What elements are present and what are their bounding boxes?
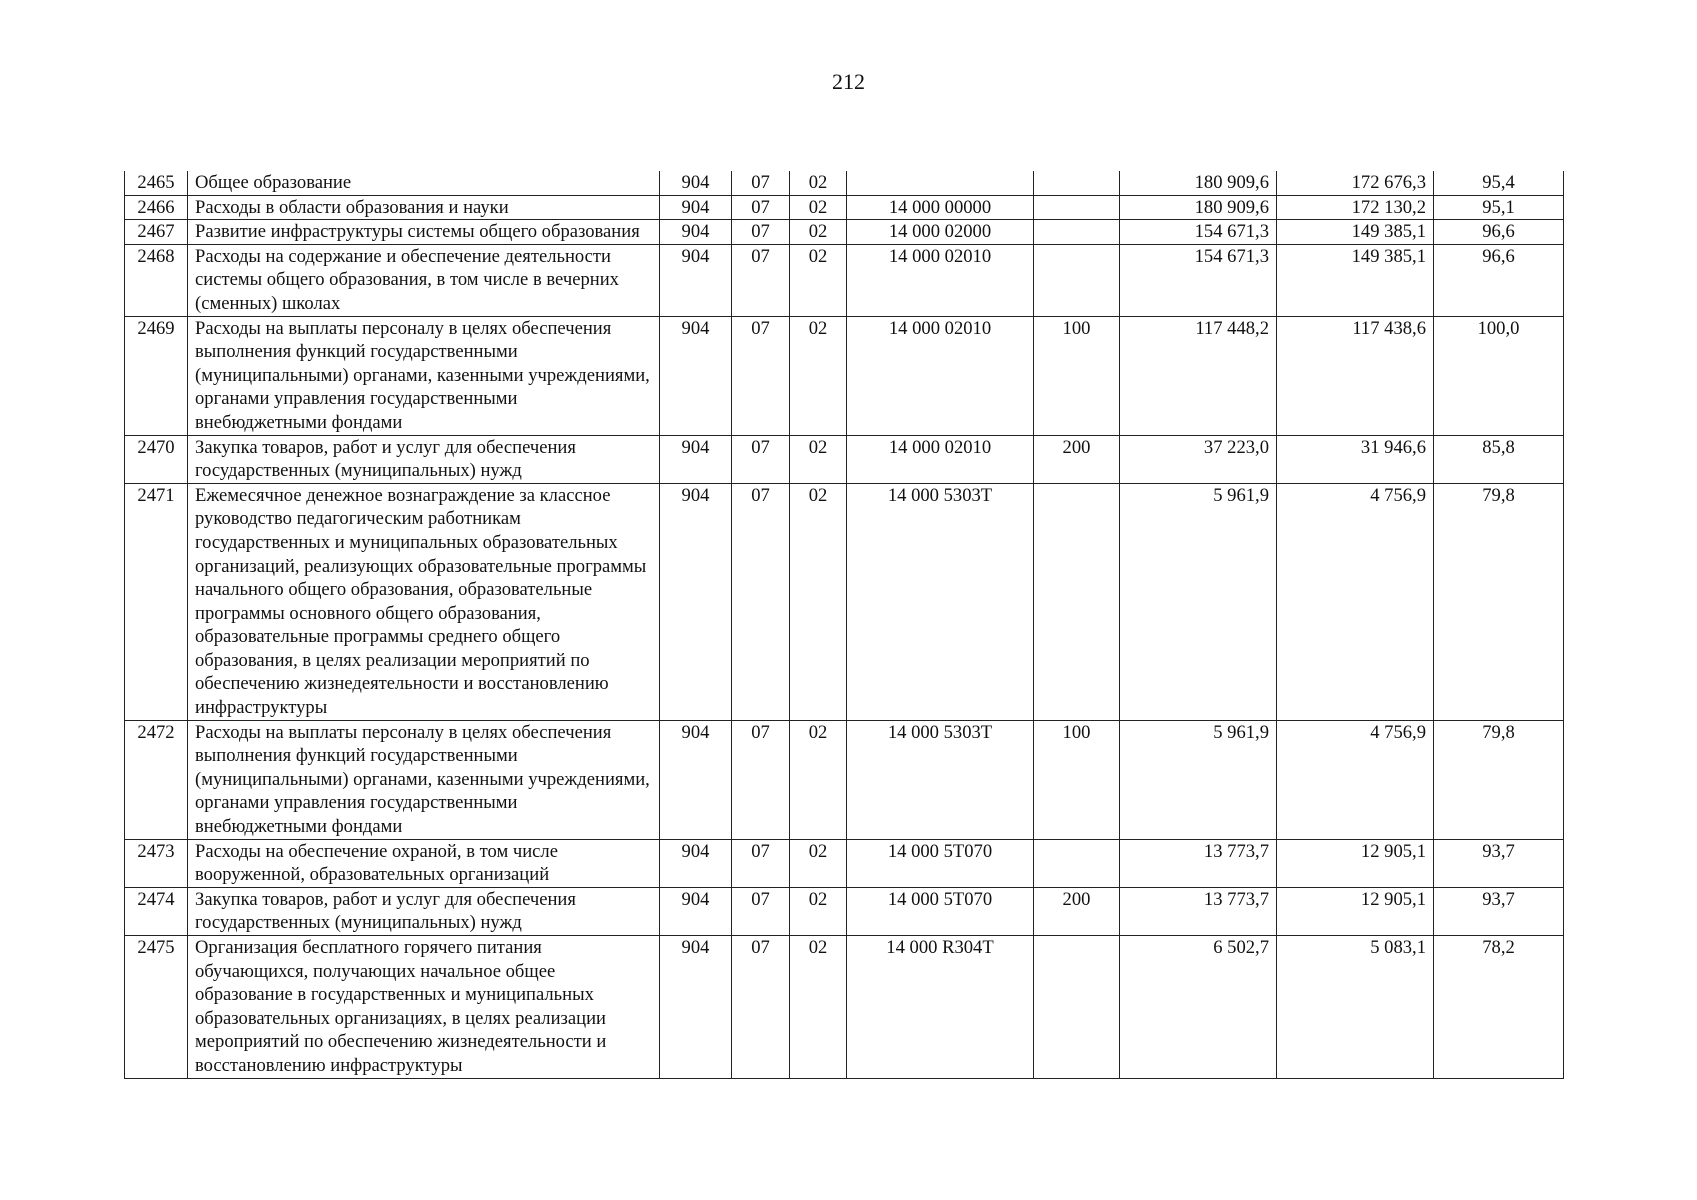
row-pr: 02 [790,887,847,935]
row-plan: 13 773,7 [1120,839,1277,887]
row-percent: 96,6 [1434,244,1564,316]
table-row [125,887,1564,935]
row-number: 2472 [125,720,188,839]
table-row [125,720,1564,839]
row-ved: 904 [660,887,732,935]
row-csr: 14 000 02000 [847,220,1034,245]
row-name: Закупка товаров, работ и услуг для обеспечения государственных (муниципальных) нужд [188,887,660,935]
table-row [125,936,1564,1079]
row-number: 2475 [125,936,188,1079]
row-vr [1034,220,1120,245]
row-name: Закупка товаров, работ и услуг для обеспечения государственных (муниципальных) нужд [188,435,660,483]
row-csr: 14 000 02010 [847,435,1034,483]
row-pr: 02 [790,435,847,483]
row-ved: 904 [660,220,732,245]
table-row [125,316,1564,435]
row-fact: 12 905,1 [1277,839,1434,887]
row-rz: 07 [732,195,790,220]
row-percent: 79,8 [1434,720,1564,839]
row-vr [1034,244,1120,316]
row-name: Ежемесячное денежное вознаграждение за классное руководство педагогическим работникам государственных и муниципальных образовательных организаций, реализующих образовательные программы начального общего образования, образовательные программы основного общего образования, образовательные программы среднего общего образования, в целях реализации мероприятий по обеспечению жизнедеятельности и восстановлению инфраструктуры [188,483,660,720]
row-pr: 02 [790,316,847,435]
row-number: 2473 [125,839,188,887]
row-plan: 180 909,6 [1120,171,1277,195]
row-rz: 07 [732,220,790,245]
row-vr [1034,936,1120,1079]
row-vr [1034,483,1120,720]
row-number: 2474 [125,887,188,935]
row-percent: 79,8 [1434,483,1564,720]
row-rz: 07 [732,887,790,935]
row-csr: 14 000 5Т070 [847,887,1034,935]
row-pr: 02 [790,720,847,839]
row-csr: 14 000 5Т070 [847,839,1034,887]
row-fact: 5 083,1 [1277,936,1434,1079]
row-number: 2470 [125,435,188,483]
row-pr: 02 [790,936,847,1079]
row-plan: 5 961,9 [1120,483,1277,720]
row-rz: 07 [732,483,790,720]
row-fact: 4 756,9 [1277,483,1434,720]
row-fact: 172 676,3 [1277,171,1434,195]
table-row [125,435,1564,483]
row-fact: 12 905,1 [1277,887,1434,935]
row-rz: 07 [732,839,790,887]
row-rz: 07 [732,720,790,839]
row-plan: 37 223,0 [1120,435,1277,483]
row-rz: 07 [732,936,790,1079]
row-name: Расходы на выплаты персоналу в целях обеспечения выполнения функций государственными (муниципальными) органами, казенными учреждениями, органами управления государственными внебюджетными фондами [188,316,660,435]
row-name: Расходы на содержание и обеспечение деятельности системы общего образования, в том числе в вечерних (сменных) школах [188,244,660,316]
row-name: Расходы на выплаты персоналу в целях обеспечения выполнения функций государственными (муниципальными) органами, казенными учреждениями, органами управления государственными внебюджетными фондами [188,720,660,839]
table-row [125,839,1564,887]
row-percent: 93,7 [1434,887,1564,935]
row-pr: 02 [790,839,847,887]
row-plan: 117 448,2 [1120,316,1277,435]
row-number: 2469 [125,316,188,435]
page-number: 212 [832,69,865,94]
row-vr [1034,839,1120,887]
table-row [125,244,1564,316]
row-percent: 95,1 [1434,195,1564,220]
row-rz: 07 [732,316,790,435]
row-csr [847,171,1034,195]
row-csr: 14 000 5303Т [847,483,1034,720]
row-ved: 904 [660,316,732,435]
row-vr: 200 [1034,887,1120,935]
row-fact: 4 756,9 [1277,720,1434,839]
row-plan: 180 909,6 [1120,195,1277,220]
row-csr: 14 000 5303Т [847,720,1034,839]
row-number: 2468 [125,244,188,316]
row-name: Общее образование [188,171,660,195]
row-ved: 904 [660,936,732,1079]
row-number: 2466 [125,195,188,220]
row-ved: 904 [660,195,732,220]
row-percent: 95,4 [1434,171,1564,195]
row-plan: 13 773,7 [1120,887,1277,935]
row-number: 2471 [125,483,188,720]
table-row [125,220,1564,245]
row-percent: 78,2 [1434,936,1564,1079]
row-ved: 904 [660,171,732,195]
row-name: Организация бесплатного горячего питания обучающихся, получающих начальное общее образование в государственных и муниципальных образовательных организациях, в целях реализации мероприятий по обеспечению жизнедеятельности и восстановлению инфраструктуры [188,936,660,1079]
row-csr: 14 000 02010 [847,244,1034,316]
row-name: Развитие инфраструктуры системы общего образования [188,220,660,245]
row-fact: 149 385,1 [1277,244,1434,316]
row-percent: 100,0 [1434,316,1564,435]
row-name: Расходы на обеспечение охраной, в том числе вооруженной, образовательных организаций [188,839,660,887]
row-fact: 172 130,2 [1277,195,1434,220]
row-vr [1034,195,1120,220]
table-row [125,171,1564,195]
row-number: 2467 [125,220,188,245]
row-vr: 100 [1034,316,1120,435]
row-rz: 07 [732,171,790,195]
row-plan: 154 671,3 [1120,220,1277,245]
row-pr: 02 [790,244,847,316]
budget-table [124,171,1564,1079]
row-rz: 07 [732,244,790,316]
row-percent: 85,8 [1434,435,1564,483]
row-csr: 14 000 00000 [847,195,1034,220]
row-pr: 02 [790,195,847,220]
row-vr: 100 [1034,720,1120,839]
row-csr: 14 000 R304Т [847,936,1034,1079]
row-name: Расходы в области образования и науки [188,195,660,220]
row-pr: 02 [790,171,847,195]
row-fact: 117 438,6 [1277,316,1434,435]
row-plan: 154 671,3 [1120,244,1277,316]
row-ved: 904 [660,720,732,839]
table-row [125,195,1564,220]
table-row [125,483,1564,720]
row-rz: 07 [732,435,790,483]
row-ved: 904 [660,483,732,720]
row-fact: 149 385,1 [1277,220,1434,245]
row-plan: 5 961,9 [1120,720,1277,839]
row-plan: 6 502,7 [1120,936,1277,1079]
row-ved: 904 [660,839,732,887]
row-vr [1034,171,1120,195]
row-vr: 200 [1034,435,1120,483]
row-pr: 02 [790,483,847,720]
row-pr: 02 [790,220,847,245]
row-percent: 96,6 [1434,220,1564,245]
row-ved: 904 [660,244,732,316]
row-percent: 93,7 [1434,839,1564,887]
row-number: 2465 [125,171,188,195]
row-ved: 904 [660,435,732,483]
row-fact: 31 946,6 [1277,435,1434,483]
row-csr: 14 000 02010 [847,316,1034,435]
